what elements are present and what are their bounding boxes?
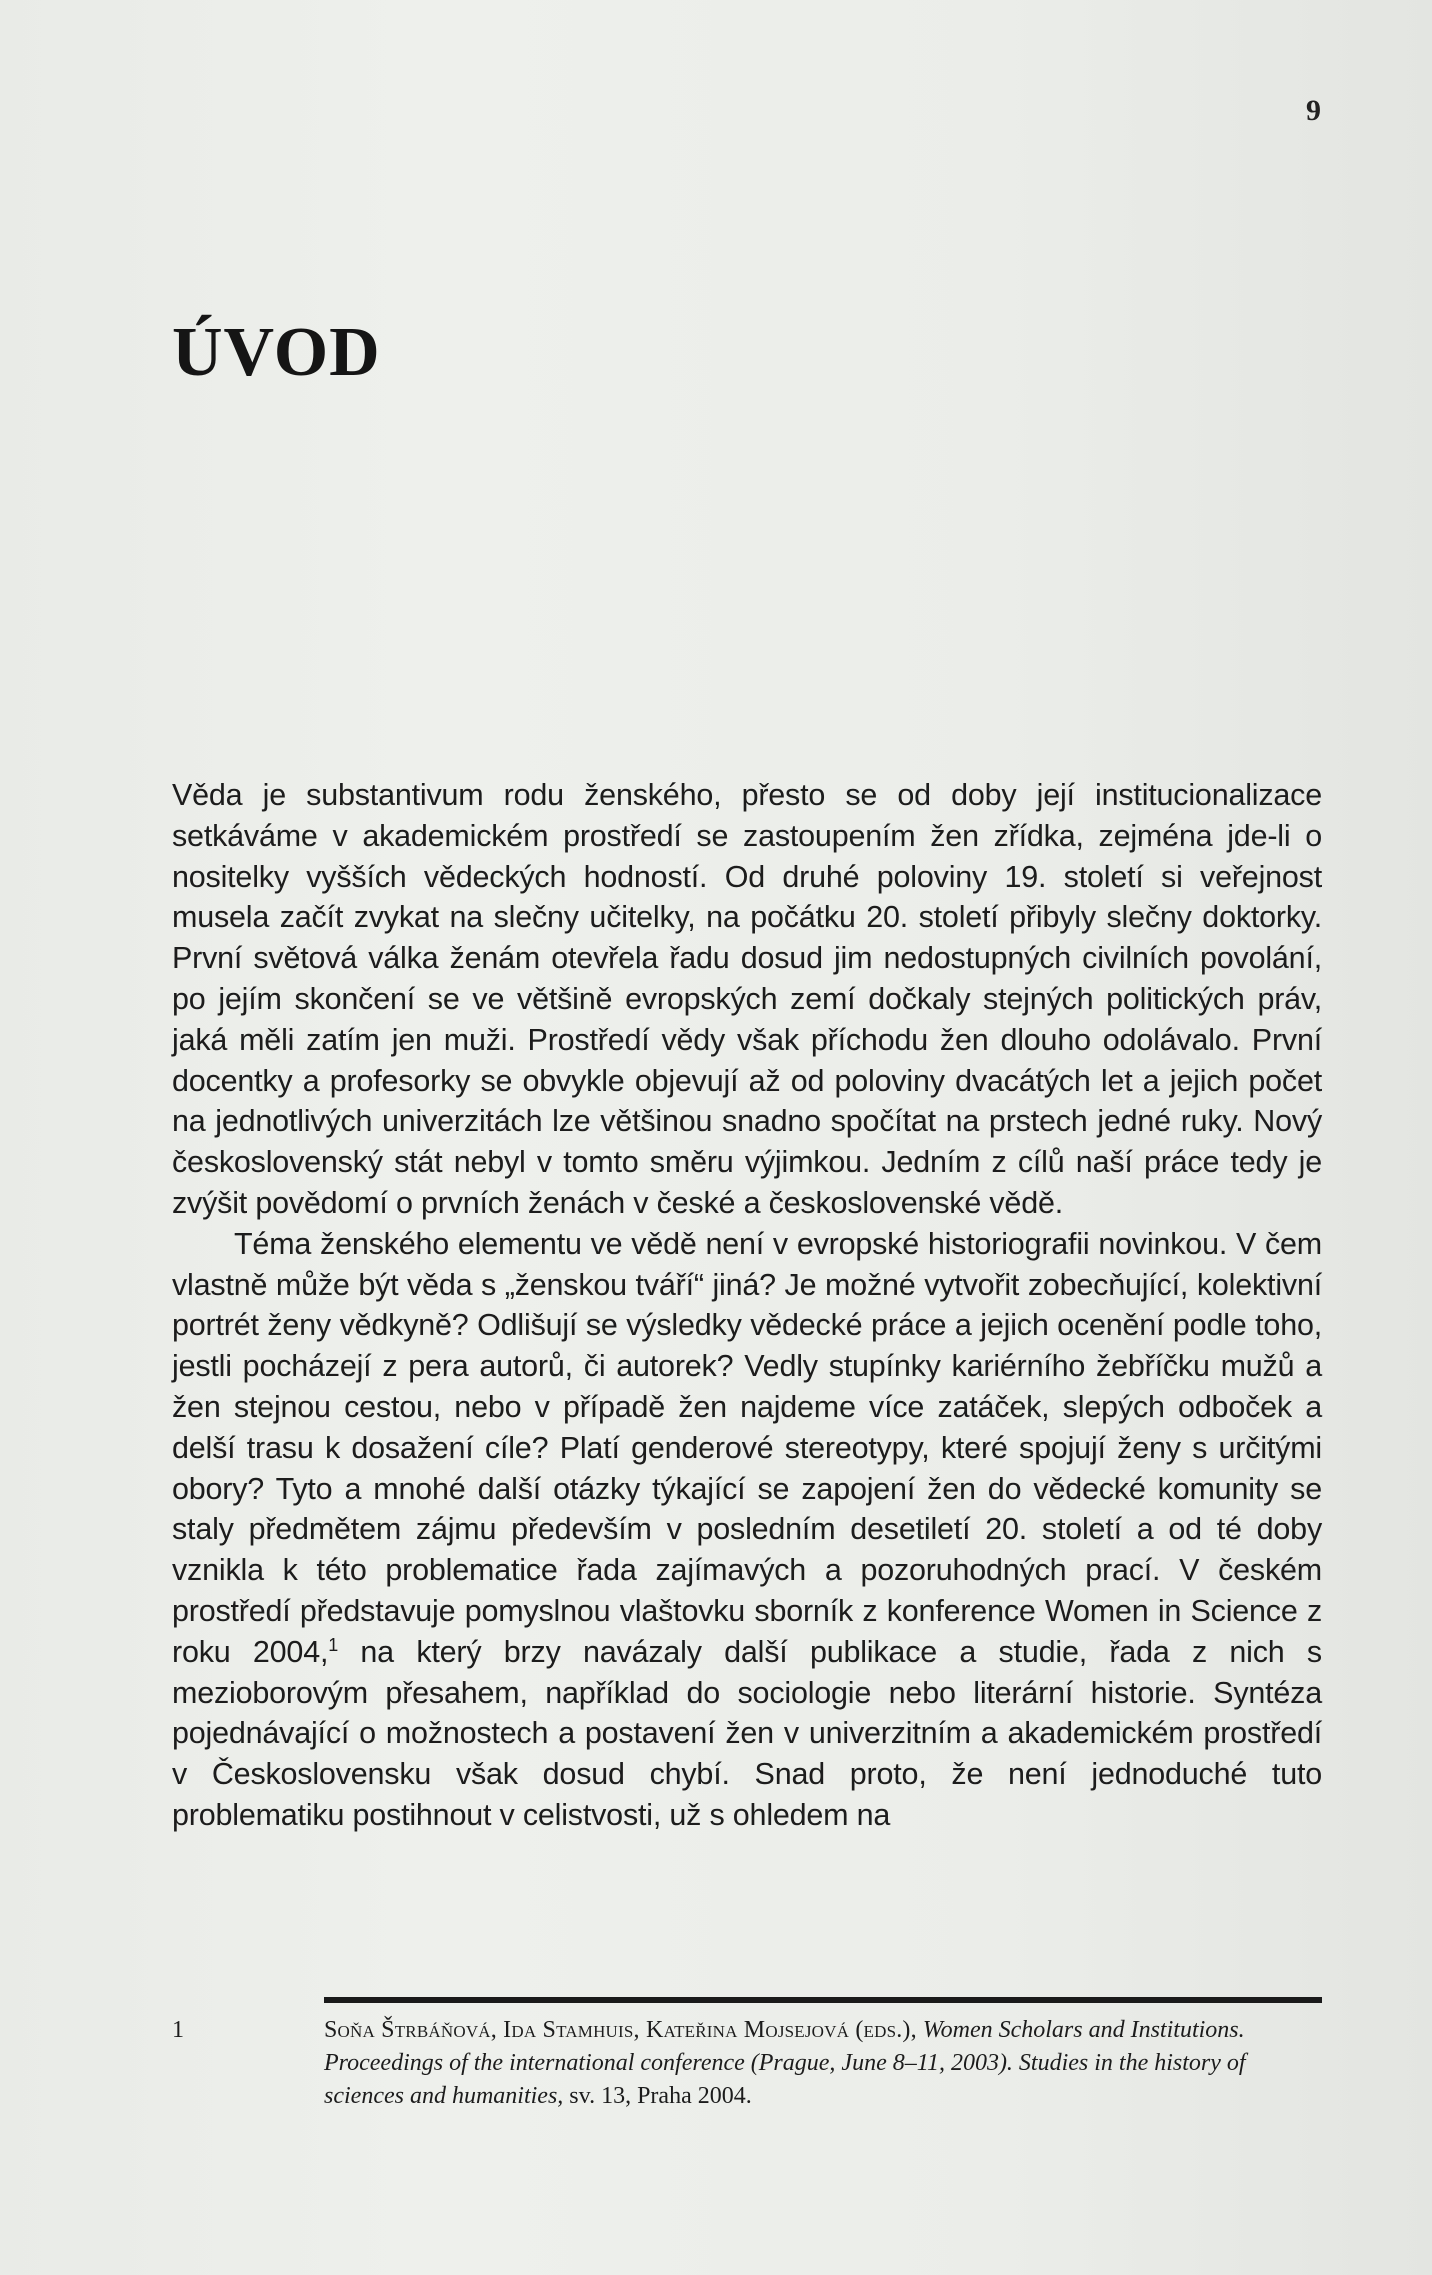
footnote — [172, 2014, 1322, 2113]
footnote-rest: sv. 13, Praha 2004. — [569, 2083, 752, 2109]
paragraph-2-text: Téma ženského elementu ve vědě není v evropské historiografii novinkou. V čem vlastně může být věda s „ženskou tváří“ jiná? Je možné vytvořit zobecňující, kolektivní portrét ženy vědkyně? Odlišují se výsledky vědecké práce a jejich ocenění podle toho, jestli pocházejí z pera autorů, či autorek? Vedly stupínky kariérního žebříčku mužů a žen stejnou cestou, nebo v případě žen najdeme více zatáček, slepých odboček a delší trasu k dosažení cíle? Platí genderové stereotypy, které spojují ženy s určitými obory? Tyto a mnohé další otázky týkající se zapojení žen do vědecké komunity se staly předmětem zájmu především v posledním desetiletí 20. století a od té doby vznikla k této problematice řada zajímavých a pozoruhodných prací. V českém prostředí představuje pomyslnou vlaštovku sborník z konference Women in Science z roku 2004, — [172, 1226, 1322, 1669]
paragraph-2 — [172, 1224, 1322, 1836]
footnote-separator — [324, 1997, 1322, 2003]
body-text — [172, 775, 1322, 1836]
paragraph-1: Věda je substantivum rodu ženského, přesto se od doby její institucionalizace setkáváme v akademickém prostředí se zastoupením žen zřídka, zejména jde-li o nositelky vyšších vědeckých hodností. Od druhé poloviny 19. století si veřejnost musela začít zvykat na slečny učitelky, na počátku 20. století přibyly slečny doktorky. První světová válka ženám otevřela řadu dosud jim nedostupných civilních povolání, po jejím skončení se ve většině evropských zemí dočkaly stejných politických práv, jaká měli zatím jen muži. Prostředí vědy však příchodu žen dlouho odolávalo. První docentky a profesorky se obvykle objevují až od poloviny dvacátých let a jejich počet na jednotlivých univerzitách lze většinou snadno spočítat na prstech jedné ruky. Nový československý stát nebyl v tomto směru výjimkou. Jedním z cílů naší práce tedy je zvýšit povědomí o prvních ženách v české a československé vědě. — [172, 778, 1322, 1220]
footnote-text — [324, 2014, 1322, 2113]
footnote-number: 1 — [172, 2017, 184, 2043]
page-number: 9 — [1306, 94, 1322, 127]
footnote-authors: Soňa Štrbáňová, Ida Stamhuis, Kateřina Mojsejová (eds.), — [324, 2017, 917, 2043]
footnote-reference[interactable]: 1 — [328, 1634, 339, 1655]
paragraph-2-continuation: na který brzy navázaly další publikace a studie, řada z nich s mezioborovým přesahem, například do sociologie nebo literární historie. Syntéza pojednávající o možnostech a postavení žen v univerzitním a akademickém prostředí v Československu však dosud chybí. Snad proto, že není jednoduché tuto problematiku postihnout v celistvosti, už s ohledem na — [172, 1634, 1322, 1832]
footnote-title: Women Scholars and Institutions. Proceedings of the international conference (Prague, June 8–11, 2003). Studies in the history of sciences and humanities, — [324, 2017, 1246, 2109]
chapter-heading: ÚVOD — [172, 314, 381, 391]
